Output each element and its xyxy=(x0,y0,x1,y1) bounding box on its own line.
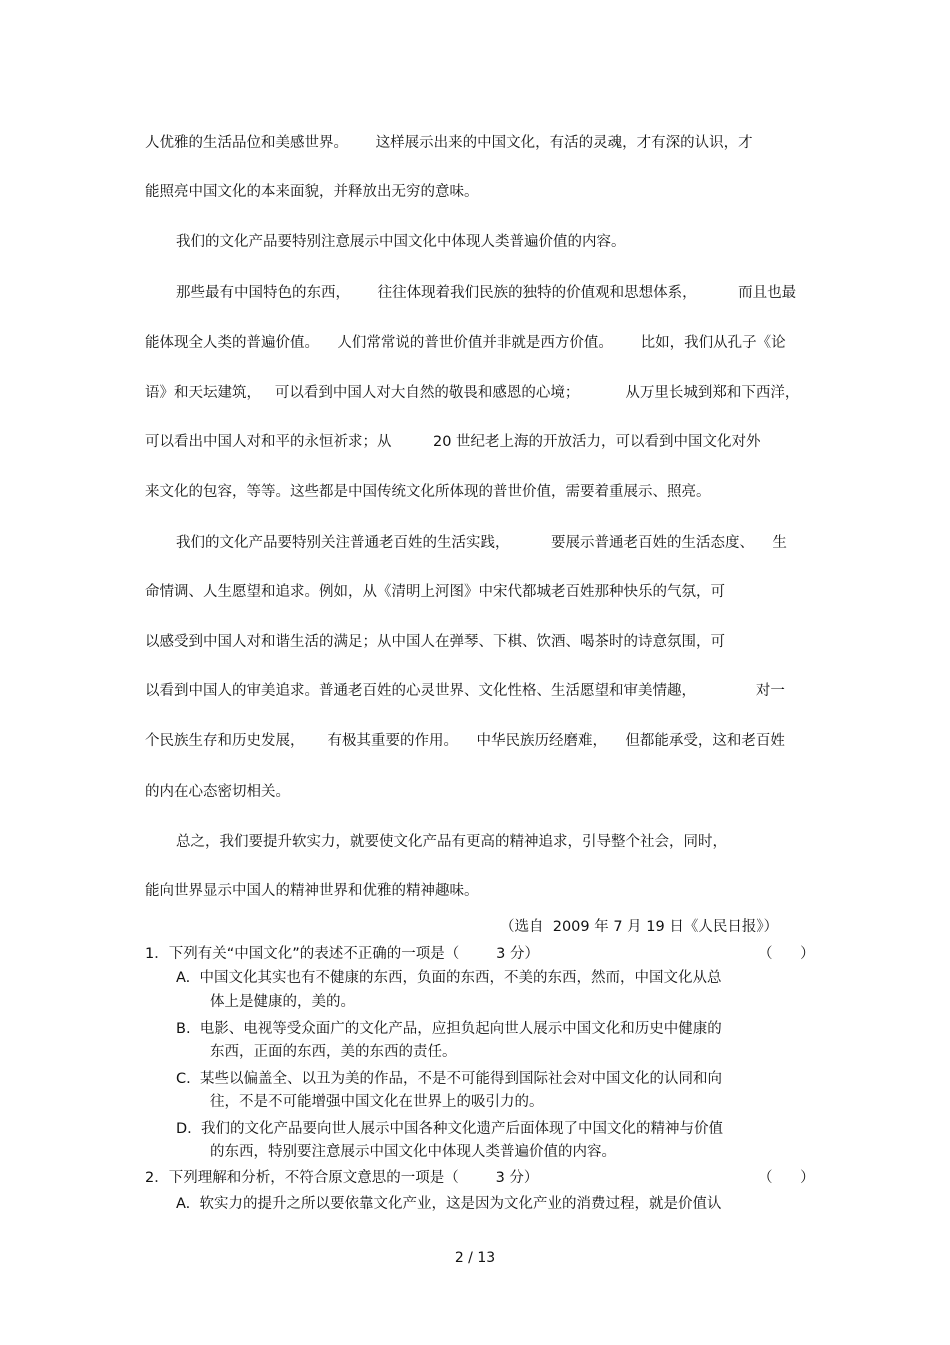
passage-line-6: 语》和天坛建筑， 可以看到中国人对大自然的敬畏和感恩的心境； 从万里长城到郑和下西洋， xyxy=(145,385,800,401)
question-1-option-a: A. 中国文化其实也有不健康的东西，负面的东西，不美的东西，然而，中国文化从总 xyxy=(176,970,722,986)
passage-line-10: 命情调、人生愿望和追求。例如，从《清明上河图》中宋代都城老百姓那种快乐的气氛，可 xyxy=(145,584,725,600)
passage-line-15: 总之，我们要提升软实力，就要使文化产品有更高的精神追求，引导整个社会，同时， xyxy=(176,834,727,850)
source-citation: （选自 2009 年 7 月 19 日《人民日报》） xyxy=(500,919,779,935)
passage-line-11: 以感受到中国人对和谐生活的满足；从中国人在弹琴、下棋、饮酒、喝茶时的诗意氛围，可 xyxy=(145,634,725,650)
question-1-option-d-cont: 的东西，特别要注意展示中国文化中体现人类普遍价值的内容。 xyxy=(210,1144,616,1160)
passage-line-12: 以看到中国人的审美追求。普通老百姓的心灵世界、文化性格、生活愿望和审美情趣， 对一 xyxy=(145,683,785,699)
passage-line-4: 那些最有中国特色的东西， 往往体现着我们民族的独特的价值观和思想体系， 而且也最 xyxy=(176,285,797,301)
question-2-answer-blank: （ ） xyxy=(758,1170,815,1186)
question-1-option-b: B. 电影、电视等受众面广的文化产品，应担负起向世人展示中国文化和历史中健康的 xyxy=(176,1021,722,1037)
passage-line-1: 人优雅的生活品位和美感世界。 这样展示出来的中国文化，有活的灵魂，才有深的认识，才 xyxy=(145,135,753,151)
passage-line-14: 的内在心态密切相关。 xyxy=(145,784,290,800)
question-1-option-c-cont: 往，不是不可能增强中国文化在世界上的吸引力的。 xyxy=(210,1094,544,1110)
page-number: 2 / 13 xyxy=(454,1250,496,1266)
question-1-stem: 1．下列有关“中国文化”的表述不正确的一项是（ 3 分） xyxy=(145,946,539,962)
question-1-answer-blank: （ ） xyxy=(758,946,815,962)
question-2-option-a: A. 软实力的提升之所以要依靠文化产业，这是因为文化产业的消费过程，就是价值认 xyxy=(176,1196,722,1212)
passage-line-7: 可以看出中国人对和平的永恒祈求；从 20 世纪老上海的开放活力，可以看到中国文化对外 xyxy=(145,434,761,450)
passage-line-2: 能照亮中国文化的本来面貌，并释放出无穷的意味。 xyxy=(145,184,479,200)
passage-line-16: 能向世界显示中国人的精神世界和优雅的精神趣味。 xyxy=(145,883,479,899)
question-1-option-a-cont: 体上是健康的，美的。 xyxy=(210,994,355,1010)
passage-line-13: 个民族生存和历史发展， 有极其重要的作用。 中华民族历经磨难， 但都能承受，这和老百姓 xyxy=(145,733,785,749)
question-1-option-b-cont: 东西，正面的东西，美的东西的责任。 xyxy=(210,1044,457,1060)
passage-line-8: 来文化的包容，等等。这些都是中国传统文化所体现的普世价值，需要着重展示、照亮。 xyxy=(145,484,711,500)
passage-line-9: 我们的文化产品要特别关注普通老百姓的生活实践， 要展示普通老百姓的生活态度、 生 xyxy=(176,535,787,551)
passage-line-5: 能体现全人类的普遍价值。 人们常常说的普世价值并非就是西方价值。 比如，我们从孔子《论 xyxy=(145,335,786,351)
question-2-stem: 2．下列理解和分析，不符合原文意思的一项是（ 3 分） xyxy=(145,1170,539,1186)
question-1-option-d: D. 我们的文化产品要向世人展示中国各种文化遗产后面体现了中国文化的精神与价值 xyxy=(176,1121,723,1137)
passage-line-3: 我们的文化产品要特别注意展示中国文化中体现人类普遍价值的内容。 xyxy=(176,234,626,250)
question-1-option-c: C. 某些以偏盖全、以丑为美的作品，不是不可能得到国际社会对中国文化的认同和向 xyxy=(176,1071,722,1087)
